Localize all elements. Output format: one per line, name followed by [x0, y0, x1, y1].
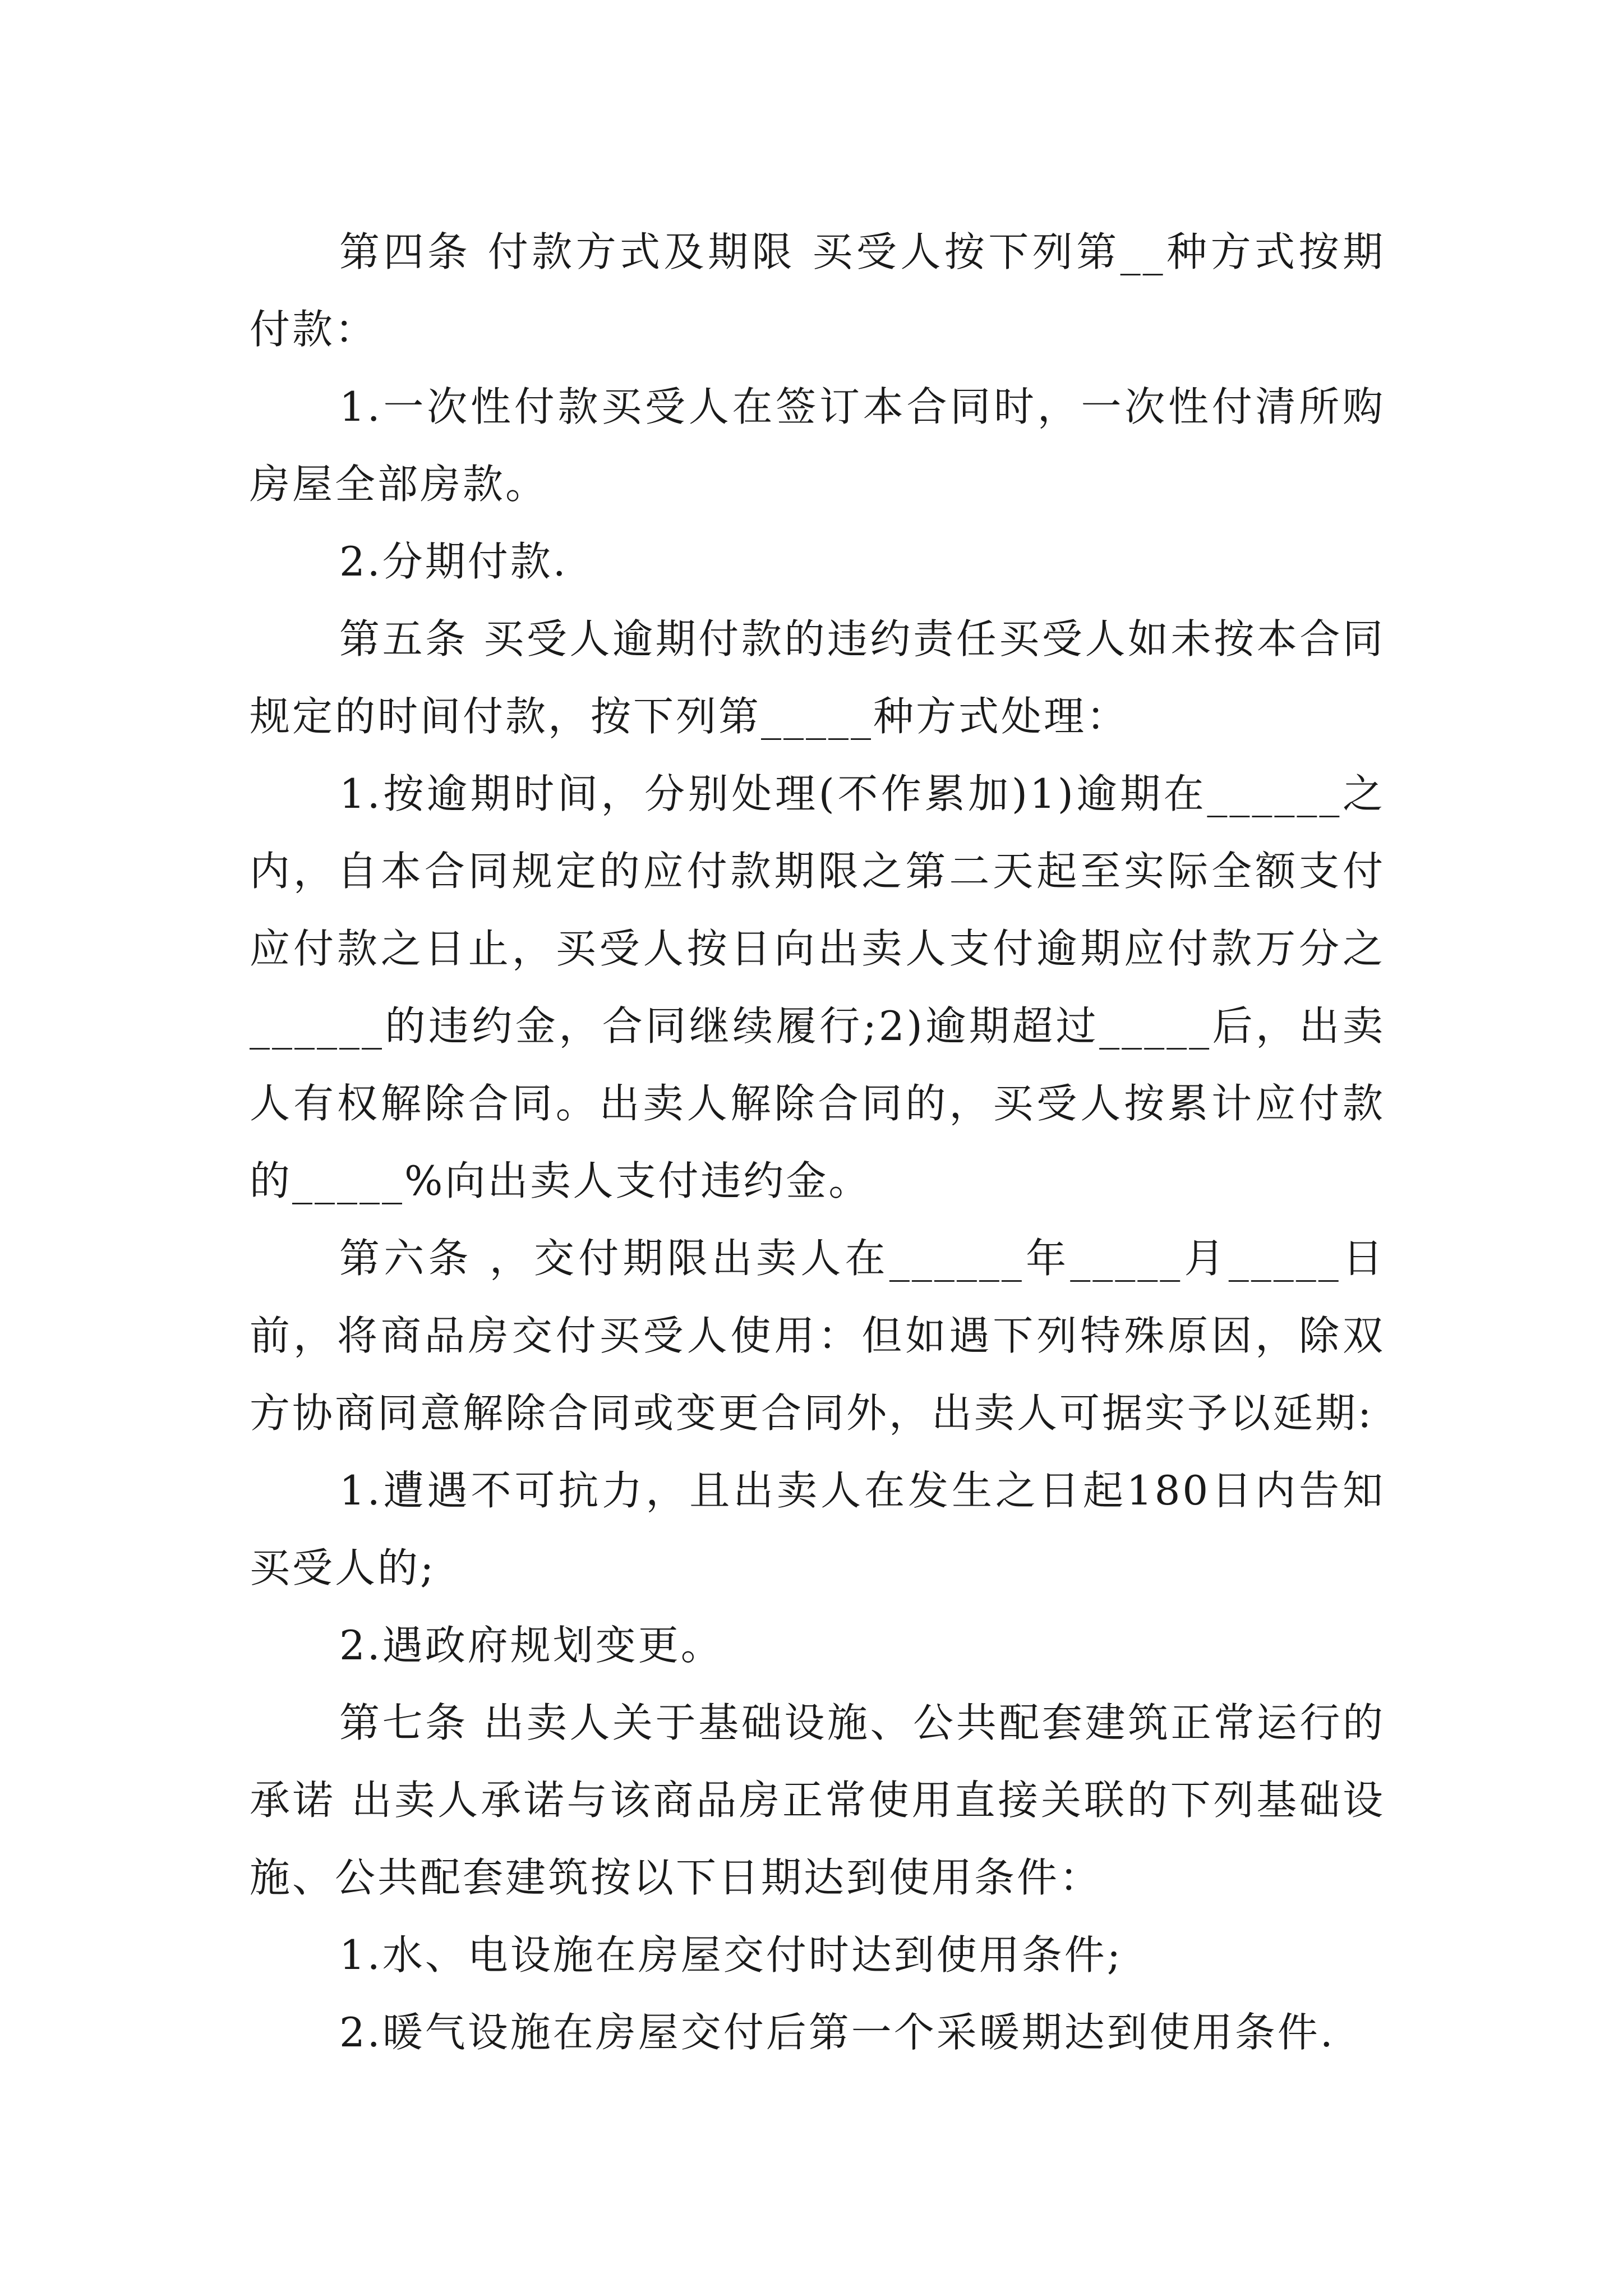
paragraph-article-6: 第六条 ，交付期限出卖人在______年_____月_____日前，将商品房交付买受人使用：但如遇下列特殊原因，除双方协商同意解除合同或变更合同外，出卖人可据实予以延期:: [250, 1235, 1385, 1437]
paragraph-article-6-item-2: 2.遇政府规划变更。: [339, 1622, 723, 1669]
paragraph-article-6-item-1: 1.遭遇不可抗力，且出卖人在发生之日起180日内告知买受人的;: [250, 1467, 1385, 1591]
paragraph-article-7-item-1: 1.水、电设施在房屋交付时达到使用条件;: [339, 1931, 1123, 1978]
paragraph-article-4-item-2: 2.分期付款.: [339, 538, 568, 585]
paragraph-article-5-item-1: 1.按逾期时间，分别处理(不作累加)1)逾期在______之内，自本合同规定的应付款期限之第二天起至实际全额支付应付款之日止，买受人按日向出卖人支付逾期应付款万分之______的违约金，合同继续履行;2)逾期超过_____后，出卖人有权解除合同。出卖人解除合同的，买受人按累计应付款的_____%向出卖人支付违约金。: [250, 770, 1385, 1204]
document-body: [250, 213, 1385, 2071]
paragraph-article-5: 第五条 买受人逾期付款的违约责任买受人如未按本合同规定的时间付款，按下列第_____种方式处理：: [250, 615, 1385, 740]
paragraph-article-7: 第七条 出卖人关于基础设施、公共配套建筑正常运行的承诺 出卖人承诺与该商品房正常使用直接关联的下列基础设施、公共配套建筑按以下日期达到使用条件：: [250, 1699, 1385, 1901]
paragraph-article-4-item-1: 1.一次性付款买受人在签订本合同时，一次性付清所购房屋全部房款。: [250, 383, 1385, 508]
paragraph-article-7-item-2: 2.暖气设施在房屋交付后第一个采暖期达到使用条件.: [339, 2009, 1335, 2056]
paragraph-article-4: 第四条 付款方式及期限 买受人按下列第__种方式按期付款：: [250, 228, 1385, 353]
